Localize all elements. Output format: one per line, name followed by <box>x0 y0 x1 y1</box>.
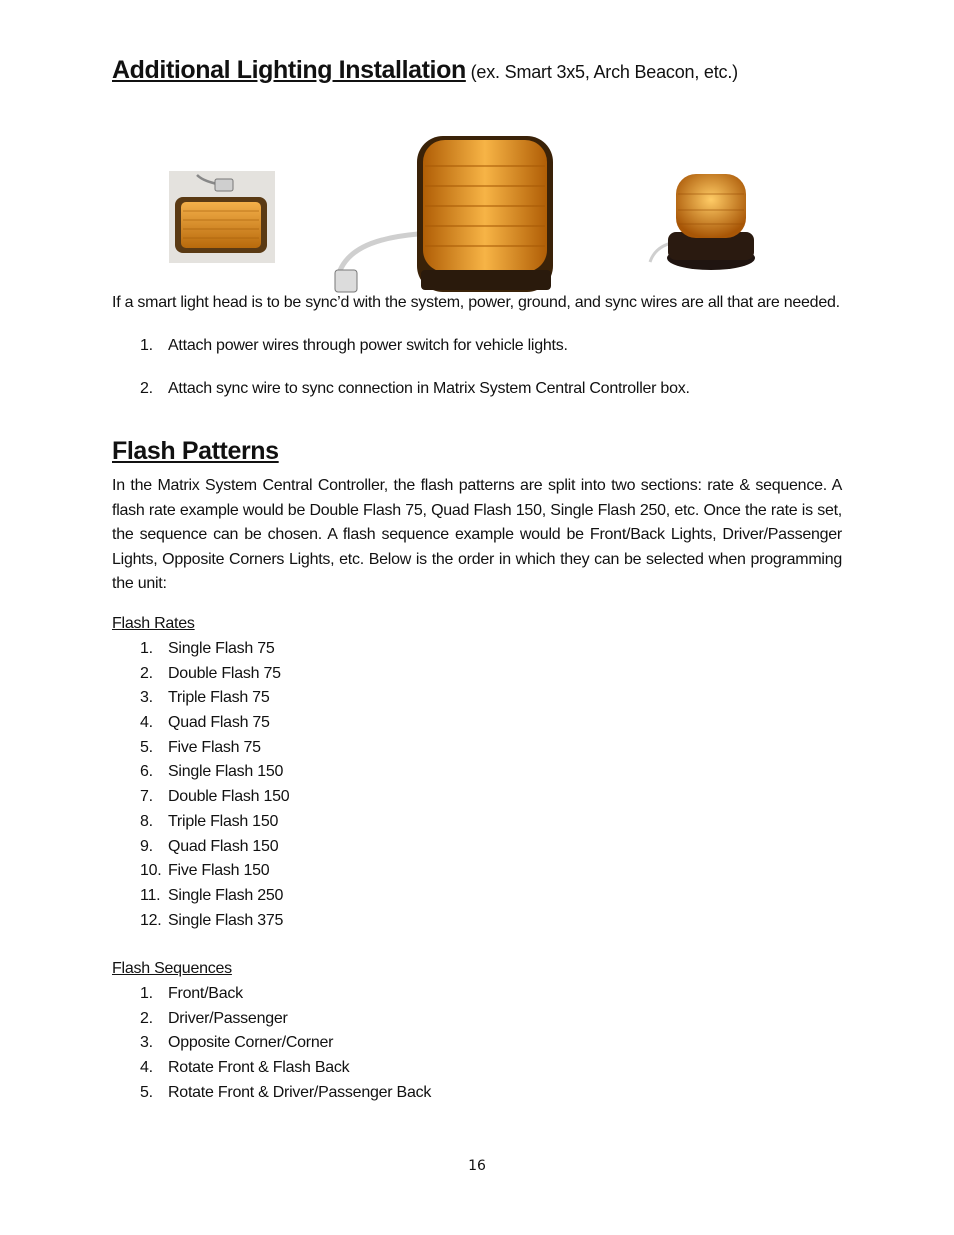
list-text: Triple Flash 150 <box>168 812 279 830</box>
list-text: Single Flash 75 <box>168 640 275 657</box>
list-text: Driver/Passenger <box>168 1009 288 1027</box>
list-number: 12. <box>140 911 162 929</box>
list-item <box>0 1059 954 1084</box>
list-item <box>0 985 954 1010</box>
list-text: Opposite Corner/Corner <box>168 1034 334 1052</box>
list-item <box>0 813 954 838</box>
list-number: 2. <box>140 380 153 397</box>
list-text: Five Flash 75 <box>168 738 261 756</box>
product-photos <box>0 130 954 295</box>
list-number: 4. <box>140 714 153 732</box>
list-item <box>0 788 954 813</box>
list-item <box>0 862 954 887</box>
flash-rates-list <box>0 640 954 936</box>
list-item <box>0 1034 954 1059</box>
section-title-suffix: (ex. Smart 3x5, Arch Beacon, etc.) <box>465 62 738 82</box>
list-number: 1. <box>140 640 153 657</box>
flash-rates-heading: Flash Rates <box>112 615 195 632</box>
list-number: 5. <box>140 1083 153 1101</box>
list-number: 6. <box>140 763 153 781</box>
list-item <box>0 838 954 863</box>
list-item <box>0 887 954 912</box>
list-text: Double Flash 75 <box>168 664 281 682</box>
section-title-flash-patterns: Flash Patterns <box>112 437 279 465</box>
list-number: 4. <box>140 1059 153 1077</box>
section-heading-additional-lighting <box>112 56 738 85</box>
list-item <box>0 1084 954 1109</box>
list-text: Double Flash 150 <box>168 788 290 806</box>
list-number: 11. <box>140 886 161 904</box>
list-text: Front/Back <box>168 985 243 1002</box>
list-text: Attach sync wire to sync connection in Matrix System Central Controller box. <box>168 380 690 397</box>
list-text: Single Flash 150 <box>168 763 284 781</box>
list-number: 5. <box>140 738 153 756</box>
mini-beacon-photo <box>646 170 758 277</box>
list-number: 1. <box>140 337 153 354</box>
list-item <box>0 665 954 690</box>
list-number: 9. <box>140 837 153 855</box>
list-number: 7. <box>140 788 153 806</box>
page-number: 16 <box>468 1158 486 1174</box>
list-text: Rotate Front & Flash Back <box>168 1059 350 1077</box>
intro-text: If a smart light head is to be sync’d with the system, power, ground, and sync wires are all that are needed. <box>112 294 840 311</box>
list-text: Single Flash 250 <box>168 886 284 904</box>
list-number: 2. <box>140 664 153 682</box>
flash-sequences-list <box>0 985 954 1108</box>
arch-beacon-photo <box>333 130 555 300</box>
list-item <box>0 739 954 764</box>
list-item <box>0 912 954 937</box>
list-text: Quad Flash 75 <box>168 714 270 732</box>
list-number: 1. <box>140 985 153 1002</box>
list-text: Five Flash 150 <box>168 862 270 880</box>
light-head-3x5-photo <box>169 171 275 268</box>
flash-sequences-heading: Flash Sequences <box>112 960 232 977</box>
list-number: 3. <box>140 689 153 707</box>
list-item <box>0 689 954 714</box>
flash-patterns-paragraph: In the Matrix System Central Controller, the flash patterns are split into two sections: rate & sequence. A flash rate example would be Double Flash 75, Quad Flash 150, Single Flash 250, etc. Once the rate is set, the sequence can be chosen. A flash sequence example would be Front/Back Lights, Driver/Passenger Lights, Opposite Corners Lights, etc. Below is the order in which they can be selected when programming the unit: <box>112 477 842 593</box>
list-item <box>0 640 954 665</box>
list-text: Single Flash 375 <box>168 911 284 929</box>
list-text: Attach power wires through power switch for vehicle lights. <box>168 337 568 354</box>
list-number: 10. <box>140 862 162 880</box>
list-item <box>0 1010 954 1035</box>
list-item <box>0 763 954 788</box>
list-text: Triple Flash 75 <box>168 689 270 707</box>
list-number: 3. <box>140 1034 153 1052</box>
list-number: 8. <box>140 812 153 830</box>
list-text: Rotate Front & Driver/Passenger Back <box>168 1083 432 1101</box>
list-number: 2. <box>140 1009 153 1027</box>
list-item <box>0 714 954 739</box>
section-title: Additional Lighting Installation <box>112 56 466 84</box>
list-text: Quad Flash 150 <box>168 837 279 855</box>
